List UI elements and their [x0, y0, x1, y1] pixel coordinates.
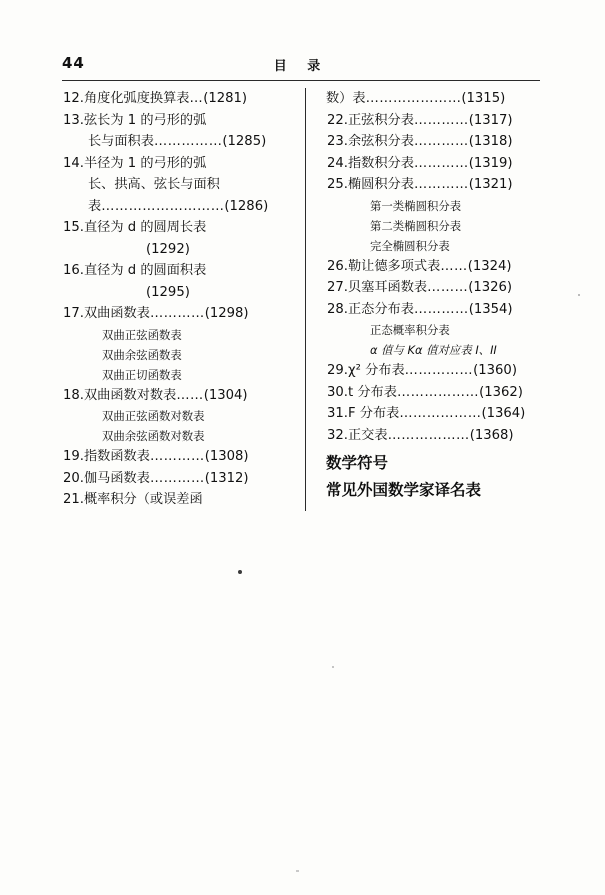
- entry-dots: ………: [427, 280, 469, 295]
- list-item: [62, 468, 291, 490]
- toc-left-column: [62, 88, 305, 511]
- entry-title: 伽马函数表: [84, 470, 150, 486]
- entry-title: 余弦积分表: [348, 134, 414, 149]
- entry-page: (1360): [473, 363, 517, 378]
- list-item-continuation: [62, 239, 291, 261]
- toc-right-column: [305, 88, 540, 511]
- entry-title: 角度化弧度换算表: [84, 91, 190, 106]
- list-item: [326, 299, 540, 321]
- entry-title: 指数函数表: [84, 449, 150, 464]
- entry-number: 29.: [327, 363, 348, 378]
- entry-page: (1281): [203, 91, 248, 106]
- page-speck: [296, 870, 299, 872]
- list-item: [326, 425, 540, 447]
- ink-dot-mark: [238, 570, 242, 574]
- entry-page: (1354): [468, 301, 513, 317]
- entry-number: 20.: [63, 470, 84, 486]
- list-item: [326, 153, 540, 175]
- sub-item: 完全椭圆积分表: [370, 238, 450, 253]
- list-item-continuation: [62, 174, 291, 196]
- page-header: [62, 54, 540, 78]
- entry-number: 27.: [327, 280, 348, 295]
- entry-title: 双曲函数对数表: [84, 387, 177, 403]
- entry-number: 22.: [327, 112, 348, 128]
- list-item: [326, 256, 540, 278]
- entry-number: 25.: [327, 177, 348, 192]
- list-item: [62, 110, 291, 132]
- entry-title: 正交表: [348, 427, 388, 443]
- entry-title: 直径为 d 的圆面积表: [84, 263, 207, 278]
- entry-number: 24.: [327, 155, 348, 171]
- list-item: [326, 131, 540, 153]
- entry-number: 19.: [63, 449, 84, 464]
- entry-title: 贝塞耳函数表: [348, 280, 428, 295]
- entry-title: 弦长为 1 的弓形的弧: [84, 112, 207, 128]
- entry-page: (1326): [468, 280, 513, 295]
- entry-title: χ² 分布表: [348, 363, 405, 378]
- entry-page: (1312): [204, 470, 249, 486]
- entry-page: (1319): [468, 155, 513, 171]
- entry-number: 21.: [63, 492, 84, 507]
- entry-number: 18.: [63, 387, 84, 403]
- entry-page: (1317): [468, 112, 513, 128]
- header-divider: [62, 80, 540, 81]
- entry-page: (1362): [479, 384, 523, 400]
- entry-page: (1315): [461, 91, 506, 106]
- entry-number: 17.: [63, 306, 84, 321]
- entry-title: 勒让德多项式表: [348, 258, 441, 274]
- entry-title: 正态分布表: [348, 301, 414, 317]
- entry-page: (1295): [146, 284, 190, 300]
- page-title: 目 录: [273, 59, 329, 74]
- list-item-continuation: [62, 131, 291, 153]
- entry-dots: …………………: [365, 91, 462, 106]
- entry-title: 长与面积表: [88, 134, 154, 149]
- entry-title: 双曲函数表: [84, 306, 150, 321]
- list-item: [62, 489, 291, 511]
- sub-item: 双曲余弦函数表: [102, 347, 182, 362]
- entry-dots: ……………: [404, 363, 474, 378]
- entry-dots: …………: [413, 134, 469, 149]
- entry-title: 数）表: [326, 91, 366, 106]
- list-item: [326, 277, 540, 299]
- list-item: [326, 110, 540, 132]
- list-item: [326, 382, 540, 404]
- page-speck: [578, 294, 580, 296]
- entry-number: 15.: [63, 220, 84, 235]
- entry-dots: …………: [149, 449, 205, 464]
- sub-item: 双曲正弦函数对数表: [102, 409, 205, 423]
- sub-item: 第一类椭圆积分表: [370, 198, 462, 213]
- list-item: [62, 88, 291, 110]
- entry-dots: ……: [176, 387, 204, 403]
- entry-title: 椭圆积分表: [348, 177, 414, 192]
- list-item: [62, 303, 291, 325]
- entry-number: 28.: [327, 301, 348, 317]
- sub-item: 正态概率积分表: [370, 323, 450, 337]
- entry-number: 31.: [327, 406, 348, 421]
- entry-page: (1324): [467, 258, 512, 274]
- entry-dots: …………: [413, 177, 469, 192]
- entry-dots: …………: [413, 301, 469, 317]
- entry-number: 13.: [63, 112, 84, 128]
- entry-page: (1308): [204, 449, 249, 464]
- toc-columns: [62, 88, 540, 511]
- entry-title: 指数积分表: [348, 155, 414, 171]
- entry-number: 26.: [327, 258, 348, 274]
- entry-page: (1318): [468, 134, 513, 149]
- entry-page: (1304): [203, 387, 248, 403]
- entry-number: 12.: [63, 91, 84, 106]
- entry-page: (1321): [468, 177, 513, 192]
- entry-dots: ………………: [399, 406, 482, 421]
- entry-dots: …: [189, 91, 204, 106]
- entry-title: t 分布表: [348, 384, 397, 400]
- list-item: [62, 446, 291, 468]
- entry-dots: …………: [149, 470, 205, 486]
- entry-number: 16.: [63, 263, 84, 278]
- entry-title: 概率积分（或误差函: [84, 492, 203, 507]
- entry-dots: ………………: [387, 427, 470, 443]
- entry-dots: …………: [413, 155, 469, 171]
- list-item-continuation: [326, 88, 540, 110]
- list-item: [62, 385, 291, 407]
- entry-number: 14.: [63, 155, 84, 171]
- section-heading-translations: 常见外国数学家译名表: [326, 481, 482, 499]
- entry-title: 长、拱高、弦长与面积: [88, 177, 220, 192]
- section-heading-symbols: 数学符号: [326, 454, 389, 472]
- entry-dots: …………: [149, 306, 205, 321]
- entry-page: (1285): [222, 134, 267, 149]
- entry-number: 32.: [327, 427, 348, 443]
- sub-item: 双曲余弦函数对数表: [102, 429, 205, 443]
- entry-page: (1298): [204, 306, 249, 321]
- entry-dots: ……: [440, 258, 468, 274]
- list-item-continuation: [62, 196, 291, 218]
- entry-page: (1368): [469, 427, 514, 443]
- entry-title: 表: [88, 198, 102, 214]
- entry-dots: …………: [413, 112, 469, 128]
- sub-item: 双曲正弦函数表: [102, 327, 182, 342]
- sub-item: 第二类椭圆积分表: [370, 218, 462, 233]
- list-item: [62, 153, 291, 175]
- entry-dots: ………………: [396, 384, 480, 400]
- entry-number: 23.: [327, 134, 348, 149]
- page-number: 44: [62, 54, 85, 72]
- entry-dots: ………………………: [101, 198, 225, 214]
- entry-title: F 分布表: [348, 406, 400, 421]
- list-item: [62, 217, 291, 239]
- entry-page: (1292): [146, 241, 190, 257]
- list-item-continuation: [62, 282, 291, 304]
- entry-title: 直径为 d 的圆周长表: [84, 220, 207, 235]
- list-item: [326, 174, 540, 196]
- entry-number: 30.: [327, 384, 348, 400]
- entry-page: (1286): [224, 198, 269, 214]
- list-item: [326, 403, 540, 425]
- entry-title: 半径为 1 的弓形的弧: [84, 155, 207, 171]
- entry-dots: ……………: [153, 134, 223, 149]
- sub-item: α 值与 Kα 值对应表 I、II: [370, 343, 497, 357]
- entry-title: 正弦积分表: [348, 112, 414, 128]
- page-speck: [332, 666, 334, 668]
- entry-page: (1364): [481, 406, 526, 421]
- list-item: [62, 260, 291, 282]
- sub-item: 双曲正切函数表: [102, 367, 182, 382]
- list-item: [326, 360, 540, 382]
